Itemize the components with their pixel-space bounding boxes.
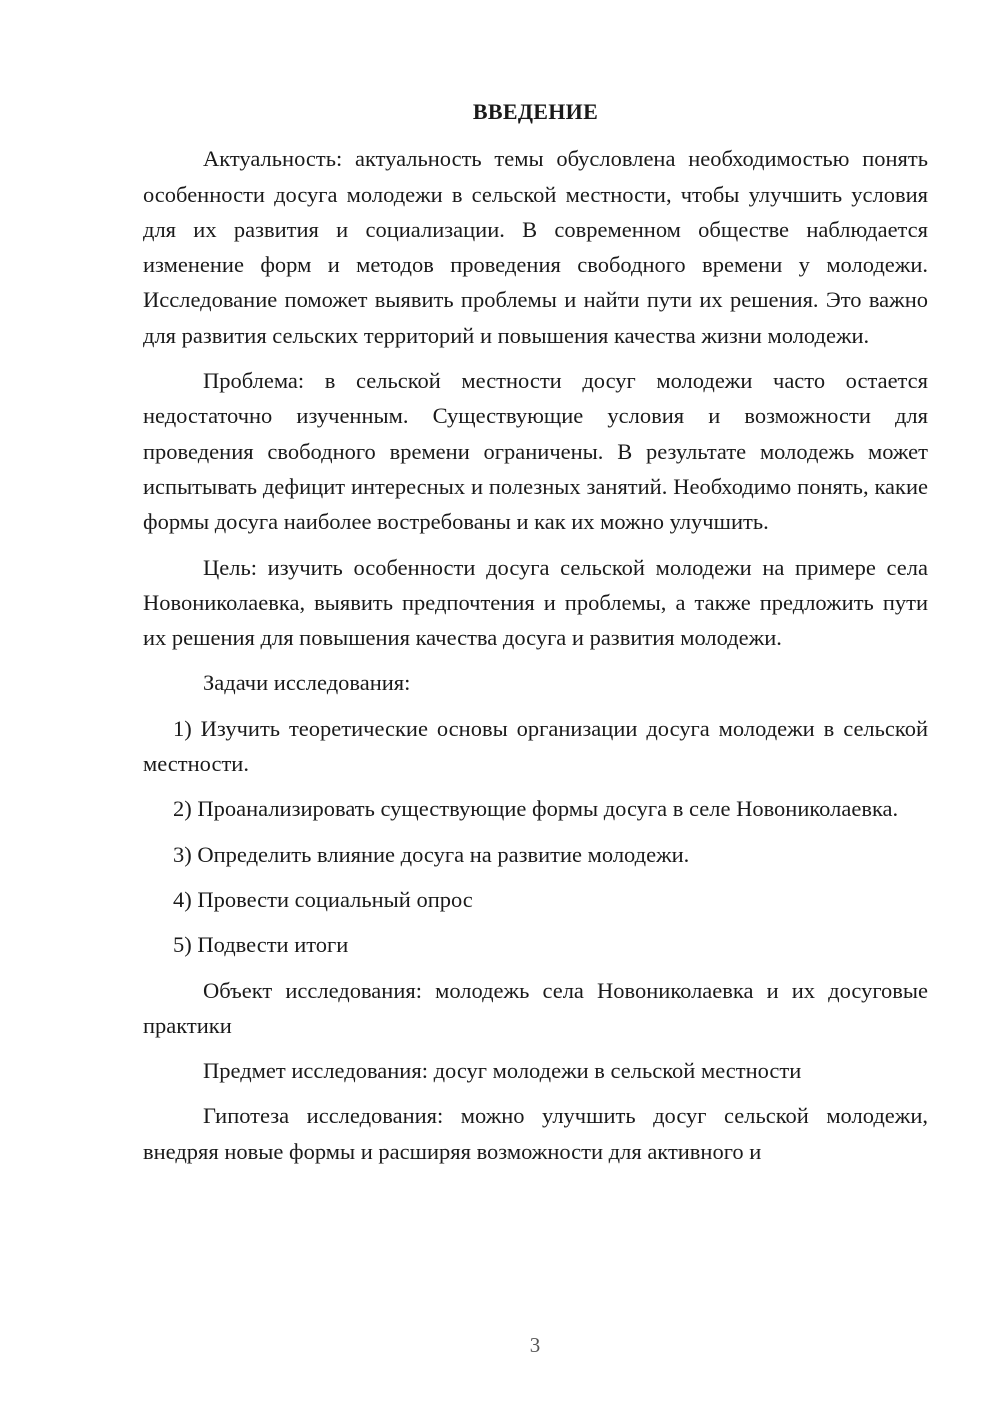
subject-paragraph: Предмет исследования: досуг молодежи в сельской местности — [203, 1058, 802, 1084]
task-item-2: 2) Проанализировать существующие формы досуга в селе Новониколаевка. — [173, 796, 899, 822]
page-title: ВВЕДЕНИЕ — [472, 99, 599, 124]
problem-paragraph: Проблема: в сельской местности досуг молодежи часто остается недостаточно изученным. Существующие условия и возможности для проведения свободного времени ограничены. В результате молодежь может испытывать дефицит интересных и полезных занятий. Необходимо понять, какие формы досуга наиболее востребованы и как их можно улучшить. — [143, 368, 928, 535]
task-item-5: 5) Подвести итоги — [173, 932, 349, 958]
page-number: 3 — [529, 1333, 541, 1357]
hypothesis-paragraph: Гипотеза исследования: можно улучшить досуг сельской молодежи, внедряя новые формы и расширяя возможности для активного и — [143, 1103, 928, 1164]
goal-paragraph: Цель: изучить особенности досуга сельской молодежи на примере села Новониколаевка, выявить предпочтения и проблемы, а также предложить пути их решения для повышения качества досуга и развития молодежи. — [143, 554, 928, 651]
task-item-4: 4) Провести социальный опрос — [173, 886, 473, 912]
relevance-paragraph: Актуальность: актуальность темы обусловлена необходимостью понять особенности досуга молодежи в сельской местности, чтобы улучшить условия для их развития и социализации. В современном обществе наблюдается изменение форм и методов проведения свободного времени у молодежи. Исследование поможет выявить проблемы и найти пути их решения. Это важно для развития сельских территорий и повышения качества жизни молодежи. — [143, 146, 928, 348]
task-item-3: 3) Определить влияние досуга на развитие молодежи. — [173, 841, 690, 867]
object-paragraph: Объект исследования: молодежь села Новониколаевка и их досуговые практики — [143, 977, 928, 1038]
page-content — [143, 94, 928, 1179]
tasks-heading: Задачи исследования: — [203, 670, 411, 696]
task-item-1: 1) Изучить теоретические основы организации досуга молодежи в сельской местности. — [143, 715, 928, 777]
